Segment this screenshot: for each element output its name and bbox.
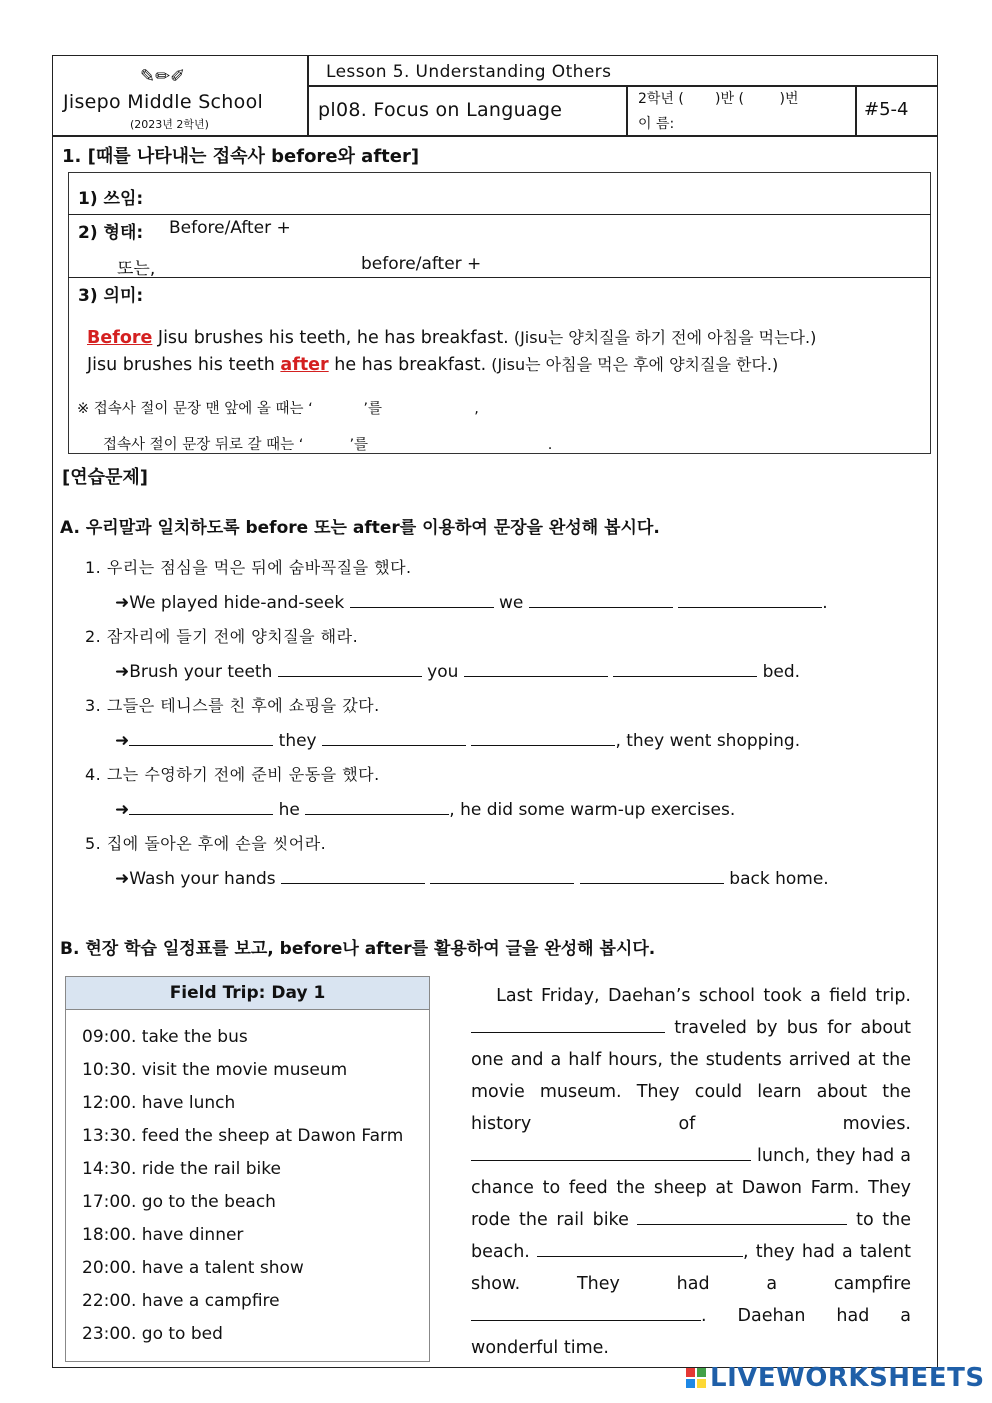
form-label: 2) 형태: — [78, 223, 144, 243]
lesson-title: Lesson 5. Understanding Others — [326, 62, 612, 82]
item-3-sentence — [115, 728, 800, 751]
schedule-item: 14:30. ride the rail bike — [82, 1159, 281, 1179]
example-2-ko: (Jisu는 아침을 먹은 후에 양치질을 한다.) — [486, 355, 779, 374]
header-vline-1 — [307, 55, 309, 136]
item-2-text-b: you — [427, 662, 459, 682]
story-blank-5[interactable] — [471, 1302, 701, 1321]
school-name: Jisepo Middle School — [63, 91, 264, 113]
item-5-korean: 5. 집에 돌아온 후에 손을 씻어라. — [85, 834, 327, 853]
schedule-item: 10:30. visit the movie museum — [82, 1060, 348, 1080]
lesson-number: #5-4 — [864, 99, 909, 120]
item-3-blank-2[interactable] — [322, 728, 466, 746]
form-text-2: before/after + — [361, 254, 482, 274]
header-hline-2 — [307, 85, 938, 87]
part-b-title: B. 현장 학습 일정표를 보고, before나 after를 활용하여 글을 완성해 봅시다. — [60, 939, 656, 959]
schedule-item: 13:30. feed the sheep at Dawon Farm — [82, 1126, 404, 1146]
example-1 — [87, 325, 816, 348]
liveworksheets-icon — [686, 1368, 706, 1388]
item-2-blank-2[interactable] — [464, 659, 608, 677]
before-highlight: Before — [87, 328, 153, 348]
item-5-blank-2[interactable] — [430, 866, 574, 884]
story-blank-4[interactable] — [537, 1238, 743, 1257]
example-1-text: Jisu brushes his teeth, he has breakfast. — [152, 328, 509, 348]
item-5-text-c: back home. — [729, 869, 829, 889]
item-4-sentence — [115, 797, 735, 820]
item-5-text-a: ➜Wash your hands — [115, 869, 276, 889]
story-blank-3[interactable] — [637, 1206, 847, 1225]
item-4-korean: 4. 그는 수영하기 전에 준비 운동을 했다. — [85, 765, 380, 784]
item-2-text-c: bed. — [762, 662, 801, 682]
item-4-blank-1[interactable] — [129, 797, 273, 815]
story-text-3: lunch, they had a chance to feed the sheep at Dawon Farm. They rode the rail bike — [471, 1146, 911, 1230]
item-2-sentence — [115, 659, 800, 682]
schedule-item: 09:00. take the bus — [82, 1027, 248, 1047]
item-1-text-a: ➜We played hide-and-seek — [115, 593, 345, 613]
item-4-arrow: ➜ — [115, 800, 130, 820]
form-or: 또는, — [117, 259, 156, 279]
item-4-text-c: , he did some warm-up exercises. — [449, 800, 736, 820]
example-1-ko: (Jisu는 양치질을 하기 전에 아침을 먹는다.) — [508, 328, 817, 347]
usage-label: 1) 쓰임: — [78, 189, 144, 209]
item-1-text-c: . — [822, 593, 828, 613]
schedule-title: Field Trip: Day 1 — [66, 977, 429, 1010]
schedule-item: 18:00. have dinner — [82, 1225, 244, 1245]
item-3-blank-3[interactable] — [471, 728, 615, 746]
name-field[interactable]: 이 름: — [638, 116, 675, 132]
liveworksheets-text: LIVEWORKSHEETS — [710, 1363, 985, 1393]
item-2-blank-1[interactable] — [278, 659, 422, 677]
item-3-arrow: ➜ — [115, 731, 130, 751]
item-1-korean: 1. 우리는 점심을 먹은 뒤에 숨바꼭질을 했다. — [85, 558, 412, 577]
part-a-title: A. 우리말과 일치하도록 before 또는 after를 이용하여 문장을 완성해 봅시다. — [60, 518, 660, 538]
story-blank-2[interactable] — [471, 1142, 751, 1161]
item-3-text-c: , they went shopping. — [615, 731, 801, 751]
note-1: ※ 접속사 절이 문장 맨 앞에 올 때는 ‘ ’를 , — [77, 401, 479, 417]
item-1-text-b: we — [499, 593, 524, 613]
schedule-item: 17:00. go to the beach — [82, 1192, 276, 1212]
after-highlight: after — [280, 355, 329, 375]
example-2 — [87, 352, 778, 375]
header-vline-2 — [626, 85, 628, 136]
example-2-text-b: he has breakfast. — [328, 355, 487, 375]
story-text-1: Last Friday, Daehan’s school took a field trip. — [496, 986, 911, 1006]
item-2-korean: 2. 잠자리에 들기 전에 양치질을 해라. — [85, 627, 359, 646]
story-paragraph — [471, 980, 911, 1364]
liveworksheets-logo — [686, 1363, 985, 1393]
example-2-text-a: Jisu brushes his teeth — [87, 355, 281, 375]
form-text: Before/After + — [169, 218, 291, 238]
practice-title: [연습문제] — [62, 467, 149, 488]
schedule-item: 22:00. have a campfire — [82, 1291, 280, 1311]
item-1-blank-1[interactable] — [350, 590, 494, 608]
class-field[interactable]: 2학년 ( )반 ( )번 — [638, 91, 799, 107]
story-blank-1[interactable] — [471, 1014, 665, 1033]
schedule-box — [65, 976, 430, 1362]
note-2: 접속사 절이 문장 뒤로 갈 때는 ‘ ’를 . — [103, 437, 553, 453]
item-1-blank-3[interactable] — [678, 590, 822, 608]
item-5-sentence — [115, 866, 829, 889]
item-4-text-b: he — [278, 800, 300, 820]
item-3-blank-1[interactable] — [129, 728, 273, 746]
focus-title: pl08. Focus on Language — [318, 99, 563, 121]
schedule-item: 23:00. go to bed — [82, 1324, 223, 1344]
item-4-blank-2[interactable] — [305, 797, 449, 815]
school-year: (2023년 2학년) — [130, 118, 209, 131]
grammar-divider-2 — [68, 277, 931, 278]
story-text-5: , they had a talent show. They had a campfire — [471, 1242, 911, 1294]
item-2-text-a: ➜Brush your teeth — [115, 662, 273, 682]
item-3-korean: 3. 그들은 테니스를 친 후에 쇼핑을 갔다. — [85, 696, 380, 715]
header-vline-3 — [855, 85, 857, 136]
item-5-blank-3[interactable] — [580, 866, 724, 884]
story-text-2: traveled by bus for about one and a half hours, the students arrived at the movie museum. They could learn about the history of movies. — [471, 1018, 911, 1134]
item-3-text-b: they — [278, 731, 317, 751]
item-5-blank-1[interactable] — [281, 866, 425, 884]
schedule-item: 20:00. have a talent show — [82, 1258, 304, 1278]
story-text-6: . Daehan had a wonderful time. — [471, 1306, 911, 1358]
grammar-divider-1 — [68, 214, 931, 215]
item-1-sentence — [115, 590, 828, 613]
header-divider — [52, 135, 938, 137]
pencil-icon: ✎✏✐ — [140, 66, 186, 87]
item-2-blank-3[interactable] — [613, 659, 757, 677]
item-1-blank-2[interactable] — [529, 590, 673, 608]
meaning-label: 3) 의미: — [78, 286, 144, 306]
story-text-4: to the beach. — [471, 1210, 911, 1262]
section-1-title: 1. [때를 나타내는 접속사 before와 after] — [62, 146, 420, 167]
schedule-item: 12:00. have lunch — [82, 1093, 236, 1113]
